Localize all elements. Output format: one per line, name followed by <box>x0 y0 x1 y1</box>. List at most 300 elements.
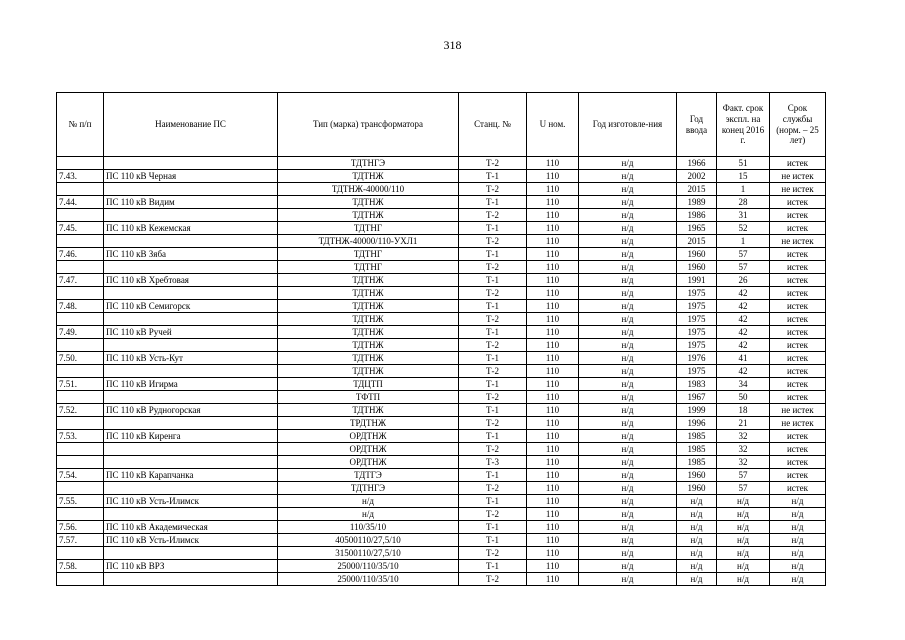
cell-num <box>57 183 104 196</box>
cell-voltage: 110 <box>527 482 579 495</box>
cell-voltage: 110 <box>527 534 579 547</box>
cell-voltage: 110 <box>527 313 579 326</box>
cell-type: ТДТНЖ <box>278 339 459 352</box>
cell-num: 7.47. <box>57 274 104 287</box>
cell-service-life: не истек <box>770 170 826 183</box>
cell-station: Т-2 <box>459 547 527 560</box>
cell-name <box>104 456 278 469</box>
table-row <box>57 313 826 326</box>
cell-actual-term: 18 <box>717 404 770 417</box>
cell-type: ТДТНГ <box>278 261 459 274</box>
cell-actual-term: 31 <box>717 209 770 222</box>
cell-type: ТДТНЖ-40000/110-УХЛ1 <box>278 235 459 248</box>
cell-type: ТДТНЖ <box>278 365 459 378</box>
cell-input-year: 2002 <box>677 170 717 183</box>
cell-num: 7.55. <box>57 495 104 508</box>
cell-type: ТДТНЖ <box>278 326 459 339</box>
cell-manufacture-year: н/д <box>579 508 677 521</box>
cell-name: ПС 110 кВ Усть-Илимск <box>104 495 278 508</box>
table-row <box>57 547 826 560</box>
cell-name <box>104 235 278 248</box>
cell-service-life: н/д <box>770 547 826 560</box>
cell-num <box>57 443 104 456</box>
cell-manufacture-year: н/д <box>579 417 677 430</box>
table-body <box>57 157 826 586</box>
cell-name <box>104 547 278 560</box>
cell-station: Т-1 <box>459 274 527 287</box>
cell-input-year: 1985 <box>677 456 717 469</box>
cell-actual-term: н/д <box>717 534 770 547</box>
cell-manufacture-year: н/д <box>579 209 677 222</box>
cell-name: ПС 110 кВ Академическая <box>104 521 278 534</box>
cell-type: ТДТНЖ-40000/110 <box>278 183 459 196</box>
cell-station: Т-2 <box>459 443 527 456</box>
cell-input-year: н/д <box>677 521 717 534</box>
cell-actual-term: 1 <box>717 183 770 196</box>
cell-station: Т-2 <box>459 482 527 495</box>
cell-manufacture-year: н/д <box>579 287 677 300</box>
cell-input-year: 2015 <box>677 235 717 248</box>
cell-manufacture-year: н/д <box>579 326 677 339</box>
cell-name: ПС 110 кВ ВРЗ <box>104 560 278 573</box>
cell-type: ТФТП <box>278 391 459 404</box>
table-row <box>57 326 826 339</box>
header-station: Станц. № <box>459 93 527 157</box>
cell-type: ТДТНГ <box>278 222 459 235</box>
cell-station: Т-1 <box>459 352 527 365</box>
cell-station: Т-2 <box>459 287 527 300</box>
table-header-row <box>57 93 826 157</box>
cell-name <box>104 287 278 300</box>
cell-actual-term: 21 <box>717 417 770 430</box>
cell-type: ТДТНЖ <box>278 209 459 222</box>
cell-input-year: 1986 <box>677 209 717 222</box>
cell-name: ПС 110 кВ Видим <box>104 196 278 209</box>
cell-type: 31500110/27,5/10 <box>278 547 459 560</box>
cell-num <box>57 157 104 170</box>
table-row <box>57 235 826 248</box>
table-row <box>57 573 826 586</box>
cell-manufacture-year: н/д <box>579 313 677 326</box>
cell-manufacture-year: н/д <box>579 339 677 352</box>
cell-actual-term: 52 <box>717 222 770 235</box>
cell-voltage: 110 <box>527 547 579 560</box>
table-row <box>57 391 826 404</box>
cell-name: ПС 110 кВ Усть-Кут <box>104 352 278 365</box>
cell-voltage: 110 <box>527 430 579 443</box>
cell-name <box>104 261 278 274</box>
cell-service-life: истек <box>770 300 826 313</box>
cell-name <box>104 183 278 196</box>
cell-service-life: не истек <box>770 417 826 430</box>
cell-input-year: 1976 <box>677 352 717 365</box>
cell-actual-term: 32 <box>717 456 770 469</box>
cell-service-life: истек <box>770 456 826 469</box>
cell-input-year: 1960 <box>677 261 717 274</box>
cell-manufacture-year: н/д <box>579 391 677 404</box>
cell-voltage: 110 <box>527 222 579 235</box>
cell-manufacture-year: н/д <box>579 547 677 560</box>
cell-actual-term: 15 <box>717 170 770 183</box>
cell-num: 7.51. <box>57 378 104 391</box>
cell-station: Т-2 <box>459 339 527 352</box>
table-row <box>57 521 826 534</box>
cell-station: Т-2 <box>459 313 527 326</box>
cell-type: ТДЦТП <box>278 378 459 391</box>
cell-num <box>57 235 104 248</box>
cell-service-life: истек <box>770 326 826 339</box>
cell-name: ПС 110 кВ Киренга <box>104 430 278 443</box>
cell-manufacture-year: н/д <box>579 443 677 456</box>
cell-name <box>104 417 278 430</box>
cell-manufacture-year: н/д <box>579 560 677 573</box>
cell-num <box>57 547 104 560</box>
cell-service-life: истек <box>770 287 826 300</box>
cell-manufacture-year: н/д <box>579 222 677 235</box>
cell-name <box>104 339 278 352</box>
cell-manufacture-year: н/д <box>579 573 677 586</box>
table-row <box>57 183 826 196</box>
cell-input-year: 1975 <box>677 287 717 300</box>
cell-num <box>57 456 104 469</box>
cell-input-year: 1967 <box>677 391 717 404</box>
cell-station: Т-2 <box>459 261 527 274</box>
cell-manufacture-year: н/д <box>579 170 677 183</box>
cell-input-year: 1965 <box>677 222 717 235</box>
transformer-table <box>56 92 826 586</box>
cell-num <box>57 482 104 495</box>
cell-actual-term: 42 <box>717 287 770 300</box>
cell-manufacture-year: н/д <box>579 534 677 547</box>
cell-num: 7.53. <box>57 430 104 443</box>
cell-service-life: истек <box>770 430 826 443</box>
cell-type: ОРДТНЖ <box>278 456 459 469</box>
cell-type: ТДТНЖ <box>278 352 459 365</box>
cell-service-life: истек <box>770 313 826 326</box>
cell-service-life: н/д <box>770 560 826 573</box>
cell-voltage: 110 <box>527 573 579 586</box>
cell-name <box>104 391 278 404</box>
cell-station: Т-2 <box>459 209 527 222</box>
cell-input-year: 1975 <box>677 326 717 339</box>
cell-voltage: 110 <box>527 352 579 365</box>
cell-input-year: н/д <box>677 560 717 573</box>
cell-type: ТДТНЖ <box>278 404 459 417</box>
cell-voltage: 110 <box>527 274 579 287</box>
cell-service-life: н/д <box>770 534 826 547</box>
cell-voltage: 110 <box>527 456 579 469</box>
cell-actual-term: 42 <box>717 313 770 326</box>
cell-actual-term: н/д <box>717 508 770 521</box>
cell-manufacture-year: н/д <box>579 378 677 391</box>
cell-station: Т-2 <box>459 183 527 196</box>
cell-input-year: 1975 <box>677 365 717 378</box>
cell-input-year: 1960 <box>677 469 717 482</box>
cell-station: Т-2 <box>459 391 527 404</box>
cell-type: ТДТНЖ <box>278 313 459 326</box>
cell-voltage: 110 <box>527 196 579 209</box>
cell-voltage: 110 <box>527 560 579 573</box>
cell-voltage: 110 <box>527 248 579 261</box>
cell-name <box>104 365 278 378</box>
cell-type: ТДТНЖ <box>278 287 459 300</box>
cell-manufacture-year: н/д <box>579 456 677 469</box>
cell-voltage: 110 <box>527 287 579 300</box>
cell-station: Т-1 <box>459 300 527 313</box>
cell-actual-term: 34 <box>717 378 770 391</box>
cell-manufacture-year: н/д <box>579 404 677 417</box>
cell-service-life: не истек <box>770 235 826 248</box>
cell-service-life: истек <box>770 222 826 235</box>
cell-service-life: истек <box>770 443 826 456</box>
header-name: Наименование ПС <box>104 93 278 157</box>
cell-station: Т-1 <box>459 469 527 482</box>
table-row <box>57 365 826 378</box>
cell-manufacture-year: н/д <box>579 430 677 443</box>
cell-num: 7.46. <box>57 248 104 261</box>
cell-voltage: 110 <box>527 443 579 456</box>
cell-service-life: н/д <box>770 573 826 586</box>
cell-service-life: истек <box>770 196 826 209</box>
cell-input-year: 1975 <box>677 300 717 313</box>
cell-voltage: 110 <box>527 417 579 430</box>
cell-input-year: н/д <box>677 534 717 547</box>
cell-num: 7.58. <box>57 560 104 573</box>
cell-voltage: 110 <box>527 391 579 404</box>
header-input-year: Год ввода <box>677 93 717 157</box>
cell-type: ОРДТНЖ <box>278 443 459 456</box>
cell-voltage: 110 <box>527 508 579 521</box>
cell-num: 7.50. <box>57 352 104 365</box>
cell-num <box>57 209 104 222</box>
cell-input-year: 1966 <box>677 157 717 170</box>
table-row <box>57 430 826 443</box>
cell-station: Т-2 <box>459 417 527 430</box>
cell-voltage: 110 <box>527 209 579 222</box>
cell-name: ПС 110 кВ Рудногорская <box>104 404 278 417</box>
cell-service-life: истек <box>770 482 826 495</box>
cell-type: 40500110/27,5/10 <box>278 534 459 547</box>
cell-input-year: 1960 <box>677 248 717 261</box>
cell-name: ПС 110 кВ Зяба <box>104 248 278 261</box>
cell-input-year: н/д <box>677 508 717 521</box>
cell-num <box>57 573 104 586</box>
cell-service-life: истек <box>770 157 826 170</box>
cell-service-life: н/д <box>770 508 826 521</box>
cell-actual-term: 32 <box>717 430 770 443</box>
cell-input-year: 1975 <box>677 313 717 326</box>
cell-actual-term: 51 <box>717 157 770 170</box>
cell-voltage: 110 <box>527 365 579 378</box>
cell-station: Т-1 <box>459 495 527 508</box>
cell-manufacture-year: н/д <box>579 235 677 248</box>
cell-actual-term: 42 <box>717 365 770 378</box>
cell-voltage: 110 <box>527 157 579 170</box>
cell-service-life: н/д <box>770 495 826 508</box>
cell-num <box>57 508 104 521</box>
cell-name: ПС 110 кВ Ручей <box>104 326 278 339</box>
cell-station: Т-1 <box>459 521 527 534</box>
cell-num: 7.44. <box>57 196 104 209</box>
cell-type: н/д <box>278 495 459 508</box>
cell-input-year: 1985 <box>677 430 717 443</box>
cell-actual-term: н/д <box>717 547 770 560</box>
cell-actual-term: н/д <box>717 560 770 573</box>
table-row <box>57 339 826 352</box>
cell-actual-term: 26 <box>717 274 770 287</box>
cell-actual-term: 57 <box>717 261 770 274</box>
cell-type: ОРДТНЖ <box>278 430 459 443</box>
cell-input-year: 1983 <box>677 378 717 391</box>
cell-actual-term: 42 <box>717 339 770 352</box>
table-row <box>57 261 826 274</box>
table-row <box>57 157 826 170</box>
cell-manufacture-year: н/д <box>579 495 677 508</box>
cell-type: ТДТНГ <box>278 248 459 261</box>
header-voltage: U ном. <box>527 93 579 157</box>
table-row <box>57 560 826 573</box>
table-row <box>57 482 826 495</box>
cell-input-year: н/д <box>677 573 717 586</box>
page-number: 318 <box>443 38 462 52</box>
cell-voltage: 110 <box>527 300 579 313</box>
cell-type: ТРДТНЖ <box>278 417 459 430</box>
cell-station: Т-2 <box>459 573 527 586</box>
cell-actual-term: 57 <box>717 469 770 482</box>
table-row <box>57 469 826 482</box>
cell-actual-term: н/д <box>717 521 770 534</box>
cell-num: 7.52. <box>57 404 104 417</box>
cell-service-life: истек <box>770 339 826 352</box>
cell-input-year: 1975 <box>677 339 717 352</box>
cell-num: 7.57. <box>57 534 104 547</box>
cell-num <box>57 313 104 326</box>
cell-actual-term: 1 <box>717 235 770 248</box>
header-type: Тип (марка) трансформатора <box>278 93 459 157</box>
cell-service-life: истек <box>770 378 826 391</box>
cell-name: ПС 110 кВ Черная <box>104 170 278 183</box>
cell-actual-term: 50 <box>717 391 770 404</box>
cell-input-year: 1985 <box>677 443 717 456</box>
cell-actual-term: 41 <box>717 352 770 365</box>
table-row <box>57 274 826 287</box>
cell-station: Т-1 <box>459 378 527 391</box>
cell-station: Т-2 <box>459 235 527 248</box>
cell-station: Т-1 <box>459 326 527 339</box>
cell-station: Т-1 <box>459 222 527 235</box>
cell-service-life: истек <box>770 365 826 378</box>
cell-num: 7.56. <box>57 521 104 534</box>
cell-name: ПС 110 кВ Кежемская <box>104 222 278 235</box>
cell-name <box>104 573 278 586</box>
cell-voltage: 110 <box>527 404 579 417</box>
cell-manufacture-year: н/д <box>579 248 677 261</box>
cell-service-life: истек <box>770 248 826 261</box>
table-row <box>57 417 826 430</box>
cell-voltage: 110 <box>527 326 579 339</box>
cell-name <box>104 508 278 521</box>
cell-voltage: 110 <box>527 235 579 248</box>
cell-num: 7.45. <box>57 222 104 235</box>
cell-actual-term: н/д <box>717 495 770 508</box>
cell-station: Т-1 <box>459 170 527 183</box>
header-num: № п/п <box>57 93 104 157</box>
cell-input-year: н/д <box>677 495 717 508</box>
cell-voltage: 110 <box>527 170 579 183</box>
cell-num: 7.54. <box>57 469 104 482</box>
cell-service-life: не истек <box>770 183 826 196</box>
cell-manufacture-year: н/д <box>579 274 677 287</box>
cell-num <box>57 365 104 378</box>
cell-name <box>104 209 278 222</box>
cell-manufacture-year: н/д <box>579 261 677 274</box>
table-row <box>57 495 826 508</box>
cell-voltage: 110 <box>527 378 579 391</box>
cell-service-life: истек <box>770 391 826 404</box>
cell-manufacture-year: н/д <box>579 469 677 482</box>
cell-service-life: не истек <box>770 404 826 417</box>
cell-name: ПС 110 кВ Усть-Илимск <box>104 534 278 547</box>
table-row <box>57 287 826 300</box>
cell-name <box>104 443 278 456</box>
cell-type: 25000/110/35/10 <box>278 560 459 573</box>
cell-actual-term: 42 <box>717 300 770 313</box>
cell-station: Т-2 <box>459 365 527 378</box>
cell-station: Т-1 <box>459 560 527 573</box>
table-row <box>57 534 826 547</box>
table-row <box>57 222 826 235</box>
cell-name <box>104 313 278 326</box>
table-row <box>57 508 826 521</box>
cell-type: 110/35/10 <box>278 521 459 534</box>
cell-type: ТДТНЖ <box>278 300 459 313</box>
cell-type: 25000/110/35/10 <box>278 573 459 586</box>
cell-manufacture-year: н/д <box>579 300 677 313</box>
cell-input-year: 1996 <box>677 417 717 430</box>
table-row <box>57 209 826 222</box>
cell-num <box>57 391 104 404</box>
cell-station: Т-2 <box>459 157 527 170</box>
cell-num <box>57 417 104 430</box>
cell-type: ТДТГЭ <box>278 469 459 482</box>
table-row <box>57 456 826 469</box>
cell-num <box>57 339 104 352</box>
cell-actual-term: 42 <box>717 326 770 339</box>
cell-station: Т-1 <box>459 534 527 547</box>
cell-type: ТДТНЖ <box>278 274 459 287</box>
cell-manufacture-year: н/д <box>579 365 677 378</box>
cell-input-year: 1999 <box>677 404 717 417</box>
header-manufacture-year: Год изготовле-ния <box>579 93 677 157</box>
table-row <box>57 378 826 391</box>
cell-type: ТДТНЖ <box>278 170 459 183</box>
cell-input-year: 1991 <box>677 274 717 287</box>
cell-manufacture-year: н/д <box>579 183 677 196</box>
cell-input-year: н/д <box>677 547 717 560</box>
cell-actual-term: 32 <box>717 443 770 456</box>
table-row <box>57 196 826 209</box>
table-row <box>57 352 826 365</box>
cell-input-year: 2015 <box>677 183 717 196</box>
cell-manufacture-year: н/д <box>579 352 677 365</box>
cell-type: ТДТНГЭ <box>278 482 459 495</box>
table-row <box>57 300 826 313</box>
cell-actual-term: 57 <box>717 482 770 495</box>
cell-name: ПС 110 кВ Семигорск <box>104 300 278 313</box>
cell-actual-term: н/д <box>717 573 770 586</box>
cell-name: ПС 110 кВ Хребтовая <box>104 274 278 287</box>
cell-station: Т-3 <box>459 456 527 469</box>
